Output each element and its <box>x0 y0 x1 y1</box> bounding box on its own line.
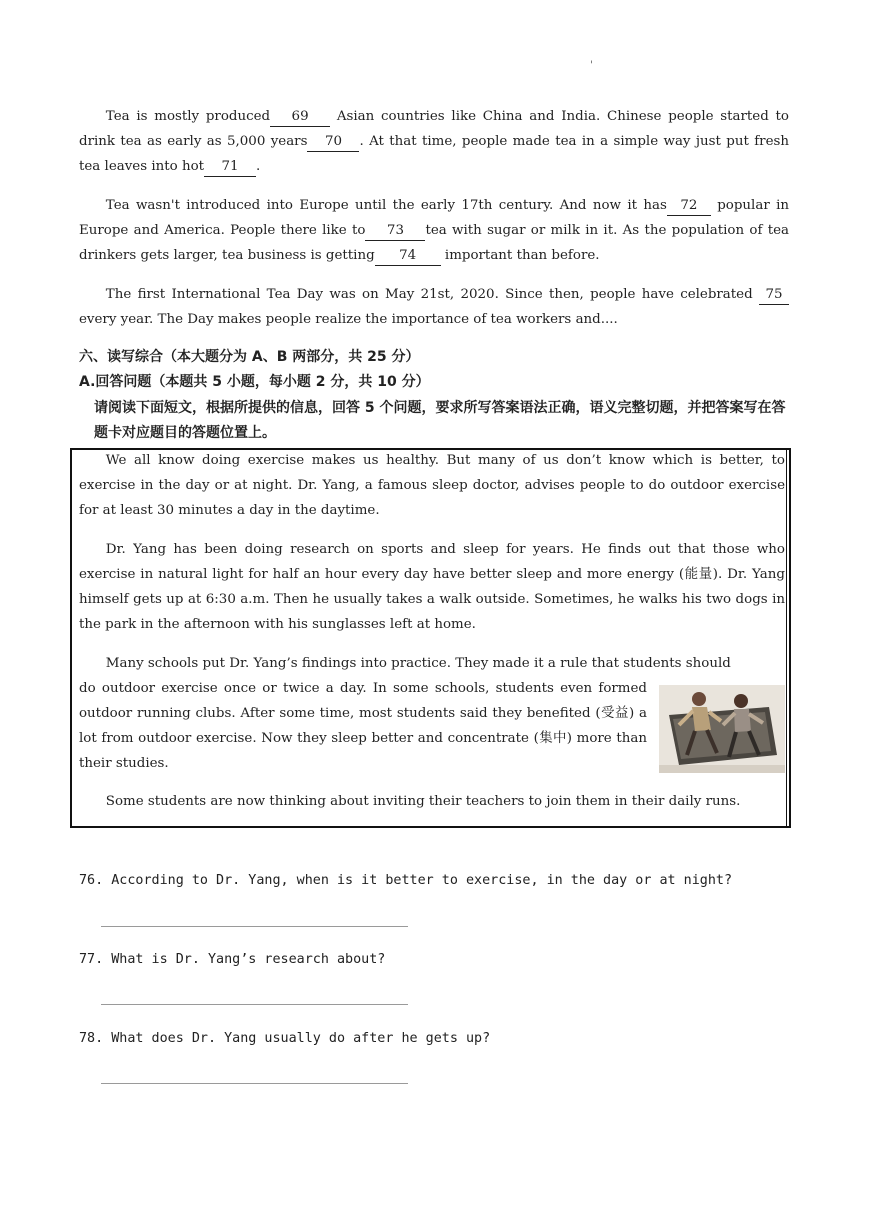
cloze-blank-72: 72 <box>667 197 711 216</box>
cloze-text: The first International Tea Day was on May 21st, 2020. Since then, people have celebrated <box>105 287 753 302</box>
cloze-text: . <box>256 159 261 174</box>
question-78: 78. What does Dr. Yang usually do after he gets up? <box>79 1031 491 1046</box>
cloze-text: tea with sugar or milk in it. As the population of tea drinkers gets larger, tea business is getting <box>79 223 789 263</box>
instruction-text: 请阅读下面短文，根据所提供的信息，回答 5 个问题，要求所写答案语法正确，语义完整切题，并把答案写在答题卡对应题目的答题位置上。 <box>94 400 786 441</box>
cloze-blank-74: 74 <box>375 247 441 266</box>
part-a-heading: A.回答问题（本题共 5 小题，每小题 2 分，共 10 分） <box>79 374 430 390</box>
question-76: 76. According to Dr. Yang, when is it better to exercise, in the day or at night? <box>79 873 733 888</box>
cloze-text: popular in Europe and America. People there like to <box>79 198 789 238</box>
cloze-paragraph-1 <box>79 104 789 179</box>
cloze-text: important than before. <box>444 248 600 263</box>
cloze-text: Tea is mostly produced <box>105 109 271 124</box>
answer-line-76[interactable] <box>101 926 408 927</box>
cloze-paragraph-2 <box>79 193 789 268</box>
cloze-text: Tea wasn't introduced into Europe until the early 17th century. And now it has <box>105 198 667 213</box>
passage-paragraph-3-line-1: Many schools put Dr. Yang’s findings into practice. They made it a rule that students should <box>105 656 731 671</box>
top-mark: ' <box>590 60 593 71</box>
passage-paragraph-4: Some students are now thinking about inviting their teachers to join them in their daily runs. <box>105 794 741 809</box>
cloze-blank-70: 70 <box>307 133 359 152</box>
passage-paragraph-1: We all know doing exercise makes us healthy. But many of us don’t know which is better, to exercise in the day or at night. Dr. Yang, a famous sleep doctor, advises people to do outdoor exercise for at least 30 minutes a day in the daytime. <box>79 453 785 518</box>
answer-line-77[interactable] <box>101 1004 408 1005</box>
cloze-blank-71: 71 <box>204 158 256 177</box>
cloze-text: . At that time, people made tea in a simple way just put fresh tea leaves into hot <box>79 134 789 174</box>
cloze-blank-75: 75 <box>759 286 789 305</box>
cloze-text: Asian countries like China and India. Chinese people started to drink tea as early as 5,000 years <box>79 109 789 149</box>
running-students-illustration <box>659 685 785 773</box>
cloze-blank-73: 73 <box>365 222 425 241</box>
passage-paragraph-3-body: do outdoor exercise once or twice a day. In some schools, students even formed outdoor running clubs. After some time, most students said they benefited (受益) a lot from outdoor exercise. Now they sleep better and concentrate (集中) more than their studies. <box>79 681 647 771</box>
passage-paragraph-2: Dr. Yang has been doing research on sports and sleep for years. He finds out that those who exercise in natural light for half an hour every day have better sleep and more energy (能量). Dr. Yang himself gets up at 6:30 a.m. Then he usually takes a walk outside. Sometimes, he walks his two dogs in the park in the afternoon with his sunglasses left at home. <box>79 542 785 632</box>
question-77: 77. What is Dr. Yang’s research about? <box>79 952 386 967</box>
section-six-heading: 六、读写综合（本大题分为 A、B 两部分，共 25 分） <box>79 349 420 365</box>
answer-line-78[interactable] <box>101 1083 408 1084</box>
cloze-blank-69: 69 <box>270 108 330 127</box>
cloze-paragraph-3 <box>79 282 789 332</box>
cloze-text: every year. The Day makes people realize the importance of tea workers and.... <box>79 312 618 327</box>
